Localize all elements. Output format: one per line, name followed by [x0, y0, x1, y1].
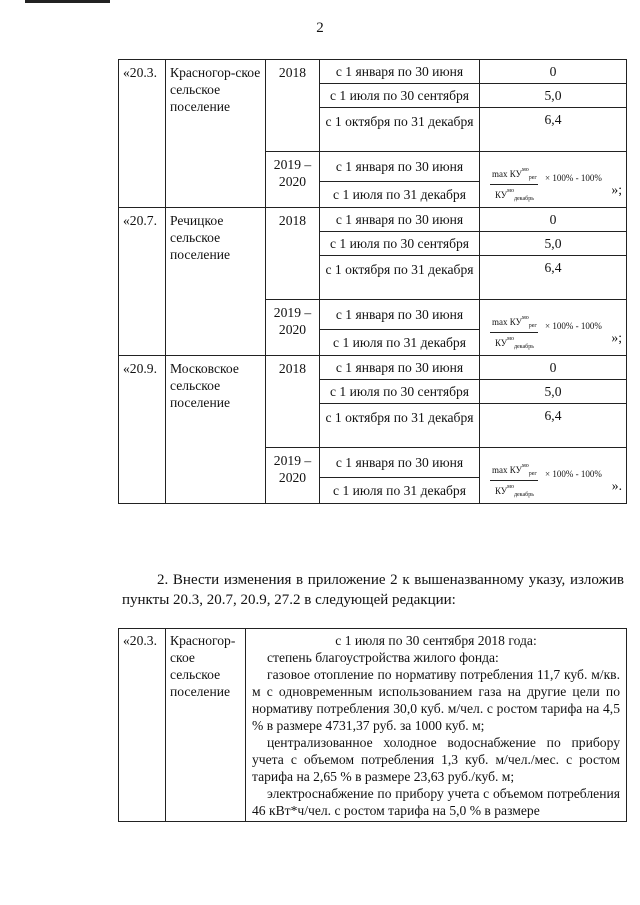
- formula-cell: [480, 448, 627, 504]
- settlement-name: Красногор-ское сельское поселение: [166, 629, 246, 822]
- formula-sup: мо: [521, 314, 529, 321]
- period-cell: с 1 октября по 31 декабря: [320, 256, 480, 300]
- formula-sup: мо: [521, 166, 529, 173]
- closing-mark: ».: [611, 477, 622, 493]
- value-cell: 5,0: [480, 380, 627, 404]
- text-line: газовое отопление по нормативу потребления 11,7 куб. м/кв. м с одновременным использованием газа на другие цели по нормативу потребления 30,0 куб. м/чел. с ростом тарифа на 4,5 % в размере 4731,37 руб. за 1000 куб. м;: [252, 667, 620, 733]
- formula-cell: [480, 152, 627, 208]
- formula-sub: декабрь: [513, 491, 534, 498]
- formula-cell: [480, 300, 627, 356]
- value-cell: 0: [480, 356, 627, 380]
- text-line: степень благоустройства жилого фонда:: [267, 650, 499, 665]
- value-cell: 0: [480, 208, 627, 232]
- formula-fraction: [490, 165, 539, 204]
- value-cell: 5,0: [480, 84, 627, 108]
- amendment-text: [246, 629, 627, 822]
- row-code: «20.3.: [119, 60, 166, 208]
- period-cell: с 1 января по 30 июня: [320, 60, 480, 84]
- year-cell: 2018: [266, 60, 320, 152]
- formula-sup: мо: [507, 187, 514, 194]
- formula-sub: декабрь: [513, 343, 534, 350]
- value-cell: 6,4: [480, 108, 627, 152]
- year-cell: 2018: [266, 356, 320, 448]
- period-cell: с 1 июля по 31 декабря: [320, 182, 480, 208]
- row-code: «20.3.: [119, 629, 166, 822]
- formula-sup: мо: [507, 483, 514, 490]
- formula-sub: декабрь: [513, 195, 534, 202]
- closing-mark: »;: [611, 181, 622, 197]
- period-cell: с 1 января по 30 июня: [320, 300, 480, 330]
- period-cell: с 1 января по 30 июня: [320, 208, 480, 232]
- period-cell: с 1 января по 30 июня: [320, 152, 480, 182]
- formula-fraction: [490, 313, 539, 352]
- amendment-table: [118, 628, 627, 822]
- period-cell: с 1 октября по 31 декабря: [320, 404, 480, 448]
- formula-tail: × 100% - 100%: [545, 320, 602, 331]
- formula-fraction: [490, 461, 539, 500]
- formula-numerator: max КУ: [492, 168, 522, 179]
- value-cell: 0: [480, 60, 627, 84]
- formula-tail: × 100% - 100%: [545, 468, 602, 479]
- table-row: [119, 208, 627, 232]
- formula-denominator: КУ: [494, 337, 508, 348]
- year-cell: 2019 – 2020: [266, 300, 320, 356]
- formula-sub: рег: [528, 174, 537, 181]
- top-rule: [25, 0, 110, 3]
- text-line: с 1 июля по 30 сентября 2018 года:: [335, 633, 537, 648]
- period-cell: с 1 июля по 30 сентября: [320, 232, 480, 256]
- formula-sub: рег: [528, 470, 537, 477]
- table-row: [119, 60, 627, 84]
- value-cell: 6,4: [480, 404, 627, 448]
- formula-tail: × 100% - 100%: [545, 172, 602, 183]
- table-row: [119, 629, 627, 822]
- paragraph-2: 2. Внести изменения в приложение 2 к вышеназванному указу, изложив пункты 20.3, 20.7, 20.9, 27.2 в следующей редакции:: [122, 572, 624, 608]
- settlement-name: Красногор-ское сельское поселение: [166, 60, 266, 208]
- period-cell: с 1 июля по 31 декабря: [320, 478, 480, 504]
- period-cell: с 1 июля по 30 сентября: [320, 380, 480, 404]
- formula-denominator: КУ: [494, 485, 508, 496]
- formula-numerator: max КУ: [492, 316, 522, 327]
- period-cell: с 1 июля по 30 сентября: [320, 84, 480, 108]
- text-line: электроснабжение по прибору учета с объемом потребления 46 кВт*ч/чел. с ростом тарифа на 5,0 % в размере: [252, 786, 620, 818]
- settlement-name: Речицкое сельское поселение: [166, 208, 266, 356]
- formula-numerator: max КУ: [492, 464, 522, 475]
- settlement-name: Московское сельское поселение: [166, 356, 266, 504]
- tariff-table: [118, 59, 627, 504]
- row-code: «20.9.: [119, 356, 166, 504]
- table-row: [119, 356, 627, 380]
- value-cell: 5,0: [480, 232, 627, 256]
- value-cell: 6,4: [480, 256, 627, 300]
- text-line: централизованное холодное водоснабжение по прибору учета с объемом потребления 1,3 куб. м/чел./мес. с ростом тарифа на 2,65 % в размере 23,63 руб./куб. м;: [252, 735, 620, 784]
- formula-sup: мо: [521, 462, 529, 469]
- page-number: 2: [316, 20, 324, 36]
- period-cell: с 1 января по 30 июня: [320, 448, 480, 478]
- row-code: «20.7.: [119, 208, 166, 356]
- formula-sup: мо: [507, 335, 514, 342]
- period-cell: с 1 октября по 31 декабря: [320, 108, 480, 152]
- year-cell: 2019 – 2020: [266, 152, 320, 208]
- closing-mark: »;: [611, 329, 622, 345]
- period-cell: с 1 января по 30 июня: [320, 356, 480, 380]
- year-cell: 2018: [266, 208, 320, 300]
- period-cell: с 1 июля по 31 декабря: [320, 330, 480, 356]
- formula-denominator: КУ: [494, 189, 508, 200]
- formula-sub: рег: [528, 322, 537, 329]
- year-cell: 2019 – 2020: [266, 448, 320, 504]
